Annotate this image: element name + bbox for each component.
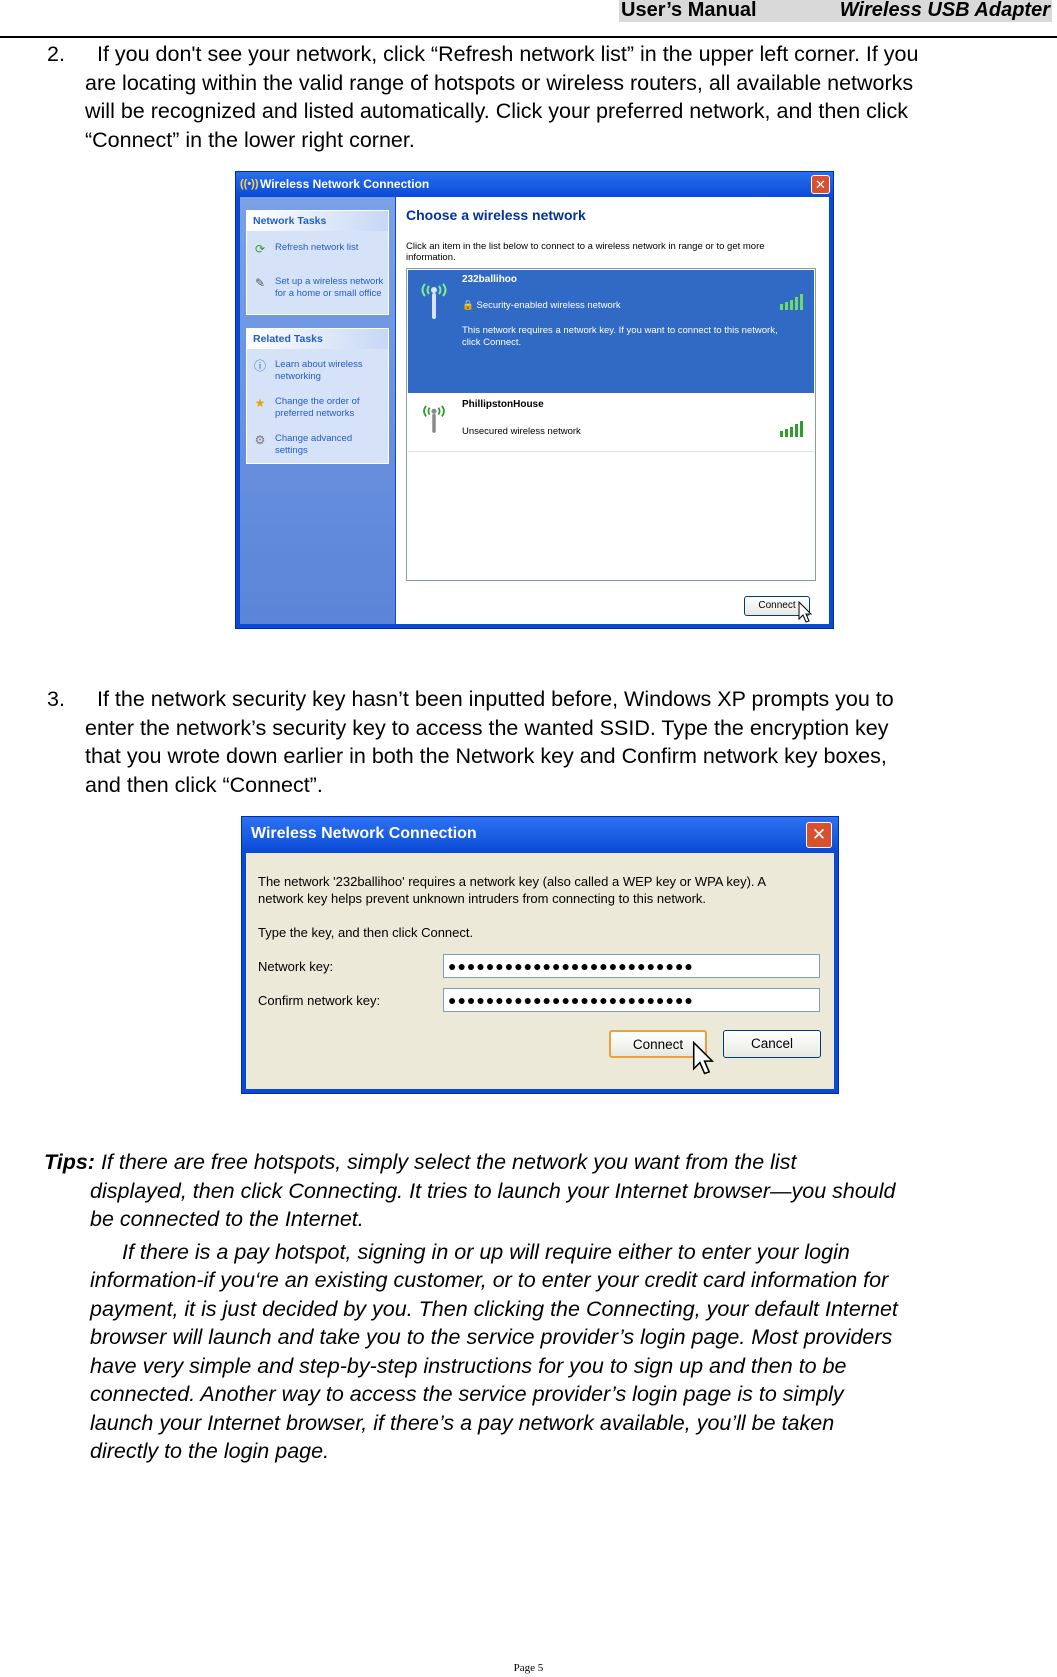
step2-line: will be recognized and listed automatically. Click your preferred network, and then click [85,99,908,123]
change-order-link[interactable]: ★ Change the order of preferred networks [254,396,360,419]
signal-strength-icon [780,294,806,310]
choose-network-heading: Choose a wireless network [406,207,586,223]
signal-strength-icon [780,421,806,437]
network-key-label: Network key: [258,959,334,974]
network-item[interactable] [408,395,814,452]
network-item-selected[interactable] [408,270,814,393]
tips-label: Tips: [44,1150,95,1174]
network-key-field[interactable]: ●●●●●●●●●●●●●●●●●●●●●●●●●● [443,954,820,978]
tips-line: displayed, then click Connecting. It tries to launch your Internet browser—you should [90,1178,896,1203]
close-button[interactable]: ✕ [806,822,832,848]
screenshot-network-key-dialog [241,816,839,1094]
setup-wireless-network-link[interactable]: ✎ Set up a wireless network for a home or small office [254,276,384,299]
step2-line: are locating within the valid range of hotspots or wireless routers, all available networks [85,70,914,95]
step2-line: “Connect” in the lower right corner. [85,127,415,152]
tips-line: browser will launch and take you to the service provider’s login page. Most providers [90,1325,893,1349]
tips-line: Tips: If there are free hotspots, simply select the network you want from the list [44,1150,797,1174]
network-note: This network requires a network key. If you want to connect to this network, click Connect. [462,325,778,348]
page-number: Page 5 [513,1662,544,1674]
header-doc-type: User’s Manual [621,0,757,21]
lock-icon: 🔒 [462,300,474,311]
tips-line: If there is a pay hotspot, signing in or up will require either to enter your login [122,1239,850,1264]
star-icon: ★ [254,396,266,410]
network-ssid: 232ballihoo [462,274,518,285]
network-tasks-box [246,210,389,315]
tips-line: connected. Another way to access the service provider’s login page is to simply [90,1382,844,1406]
tips-line: directly to the login page. [90,1439,330,1463]
step3-line: If the network security key hasn’t been inputted before, Windows XP prompts you to [97,687,894,711]
tips-line: information-if you‘re an existing customer, or to enter your credit card information for [90,1268,889,1292]
cancel-button[interactable]: Cancel [723,1030,821,1058]
network-list-pane [396,197,829,624]
refresh-icon: ⟳ [254,242,266,256]
setup-wizard-icon: ✎ [254,276,266,290]
window-title-bar [242,817,838,853]
wireless-network-list [406,268,816,581]
network-security: 🔒 Security-enabled wireless network [462,300,621,311]
screenshot-choose-network [235,171,834,629]
tips-line: payment, it is just decided by you. Then clicking the Connecting, your default Internet [90,1296,898,1321]
running-header [619,0,1052,22]
info-icon: ⓘ [253,359,266,373]
header-product: Wireless USB Adapter [839,0,1050,21]
dialog-message: The network '232ballihoo' requires a network key (also called a WEP key or WPA key). A network key helps prevent unknown intruders from connecting to this network. [258,874,767,906]
window-title: Wireless Network Connection [251,825,477,842]
wireless-antenna-icon [416,399,452,439]
network-tasks-title: Network Tasks [247,211,388,231]
settings-icon: ⚙ [254,433,266,447]
step2-text [85,40,918,154]
window-title: Wireless Network Connection [260,177,430,191]
close-button[interactable]: ✕ [811,175,830,194]
mouse-cursor-icon [692,1041,714,1075]
dialog-instruction: Type the key, and then click Connect. [258,925,474,940]
related-tasks-box [246,328,389,464]
step2-line: If you don't see your network, click “Refresh network list” in the upper left corner. If you [97,42,919,66]
tips-line: launch your Internet browser, if there’s a pay network available, you’ll be taken [90,1410,835,1435]
step2-number: 2. [47,42,65,66]
step3-line: and then click “Connect”. [85,772,323,797]
tips-line: be connected to the Internet. [90,1207,364,1231]
tips-line: have very simple and step-by-step instructions for you to sign up and then to be [90,1353,847,1378]
window-title-bar [236,172,833,197]
confirm-key-field[interactable]: ●●●●●●●●●●●●●●●●●●●●●●●●●● [443,988,820,1012]
task-pane [240,197,395,624]
advanced-settings-link[interactable]: ⚙ Change advanced settings [254,433,353,456]
learn-wireless-link[interactable]: ⓘ Learn about wireless networking [253,359,363,382]
network-security: Unsecured wireless network [462,426,581,437]
wireless-icon: ((•)) [240,178,259,190]
connect-button[interactable]: Connect [609,1030,707,1058]
connect-button[interactable]: Connect [744,596,810,616]
network-ssid: PhillipstonHouse [462,399,544,410]
step3-number: 3. [47,687,65,711]
wireless-antenna-icon [416,276,452,322]
choose-network-description: Click an item in the list below to connect to a wireless network in range or to get more information. [406,241,765,263]
mouse-cursor-icon [798,601,812,623]
step3-text [85,685,894,799]
refresh-network-list-link[interactable]: ⟳ Refresh network list [254,242,359,256]
header-rule [0,36,1057,38]
related-tasks-title: Related Tasks [247,329,388,349]
dialog-body [246,853,834,1089]
step3-line: enter the network’s security key to access the wanted SSID. Type the encryption key [85,715,889,740]
step3-line: that you wrote down earlier in both the Network key and Confirm network key boxes, [85,744,887,768]
confirm-key-label: Confirm network key: [258,993,381,1008]
tips-section [44,1148,898,1466]
